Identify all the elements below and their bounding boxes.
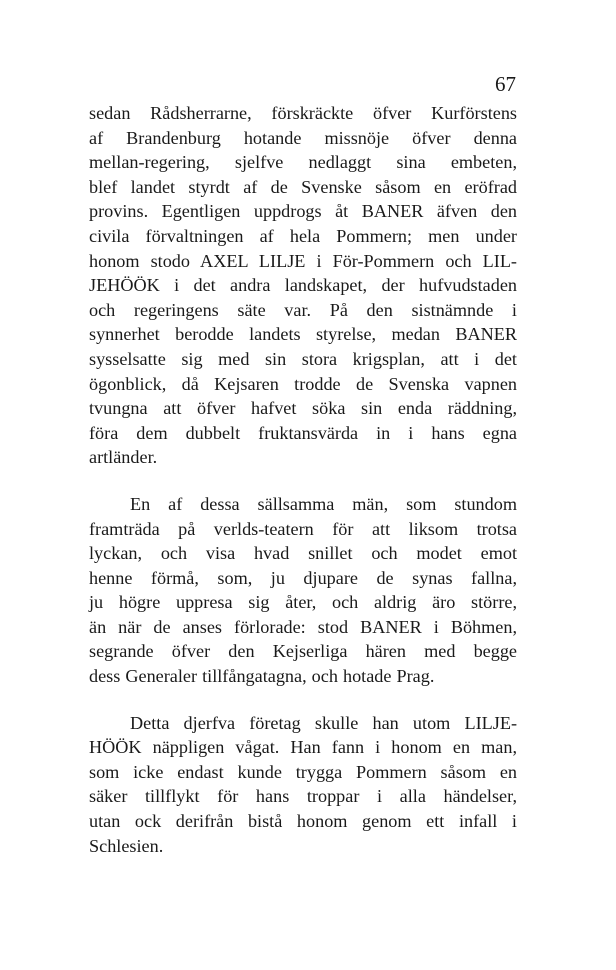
text-line: utan ock derifrån bistå honom genom ett infall i [89,811,517,832]
text-line: Detta djerfva företag skulle han utom LILJE- [130,712,517,733]
paragraph-1 [89,101,517,470]
text-line: tvungna att öfver hafvet söka sin enda räddning, [89,398,517,419]
text-line: ögonblick, då Kejsaren trodde de Svenska vapnen [89,373,517,394]
text-line: segrande öfver den Kejserliga hären med begge [89,641,517,662]
text-line: HÖÖK näppligen vågat. Han fann i honom en man, [89,737,517,758]
text-line: honom stodo AXEL LILJE i För-Pommern och LIL- [89,250,517,271]
text-line: synnerhet berodde landets styrelse, medan BANER [89,324,517,345]
text-line: lyckan, och visa hvad snillet och modet emot [89,543,517,564]
text-line: civila förvaltningen af hela Pommern; men under [89,225,517,246]
text-line: som icke endast kunde trygga Pommern såsom en [89,761,517,782]
text-line: ju högre uppresa sig åter, och aldrig äro större, [89,592,517,613]
text-line: af Brandenburg hotande missnöje öfver denna [89,127,517,148]
text-line: JEHÖÖK i det andra landskapet, der hufvudstaden [89,275,517,296]
text-line: och regeringens säte var. På den sistnämnde i [89,299,517,320]
text-line: sedan Rådsherrarne, förskräckte öfver Kurförstens [89,103,517,123]
text-line: henne förmå, som, ju djupare de synas fallna, [89,567,517,588]
text-line: mellan-regering, sjelfve nedlaggt sina embeten, [89,152,517,173]
text-line: artländer. [89,447,158,468]
text-line: provins. Egentligen uppdrogs åt BANER äfven den [89,201,517,222]
paragraph-2 [89,492,517,689]
text-line: blef landet styrdt af de Svenske såsom en eröfrad [89,176,517,197]
text-line: föra dem dubbelt fruktansvärda in i hans egna [89,422,517,443]
text-line: sysselsatte sig med sin stora krigsplan, att i det [89,348,517,369]
text-line: dess Generaler tillfångatagna, och hotade Prag. [89,666,435,687]
paragraph-3 [89,711,517,859]
body-text [89,101,517,858]
page-number: 67 [495,72,516,96]
text-line: säker tillflykt för hans troppar i alla händelser, [89,786,517,807]
text-line: Schlesien. [89,835,164,856]
text-line: framträda på verlds-teatern för att liksom trotsa [89,518,517,539]
text-line: En af dessa sällsamma män, som stundom [130,493,517,514]
text-line: än när de anses förlorade: stod BANER i Böhmen, [89,616,517,637]
